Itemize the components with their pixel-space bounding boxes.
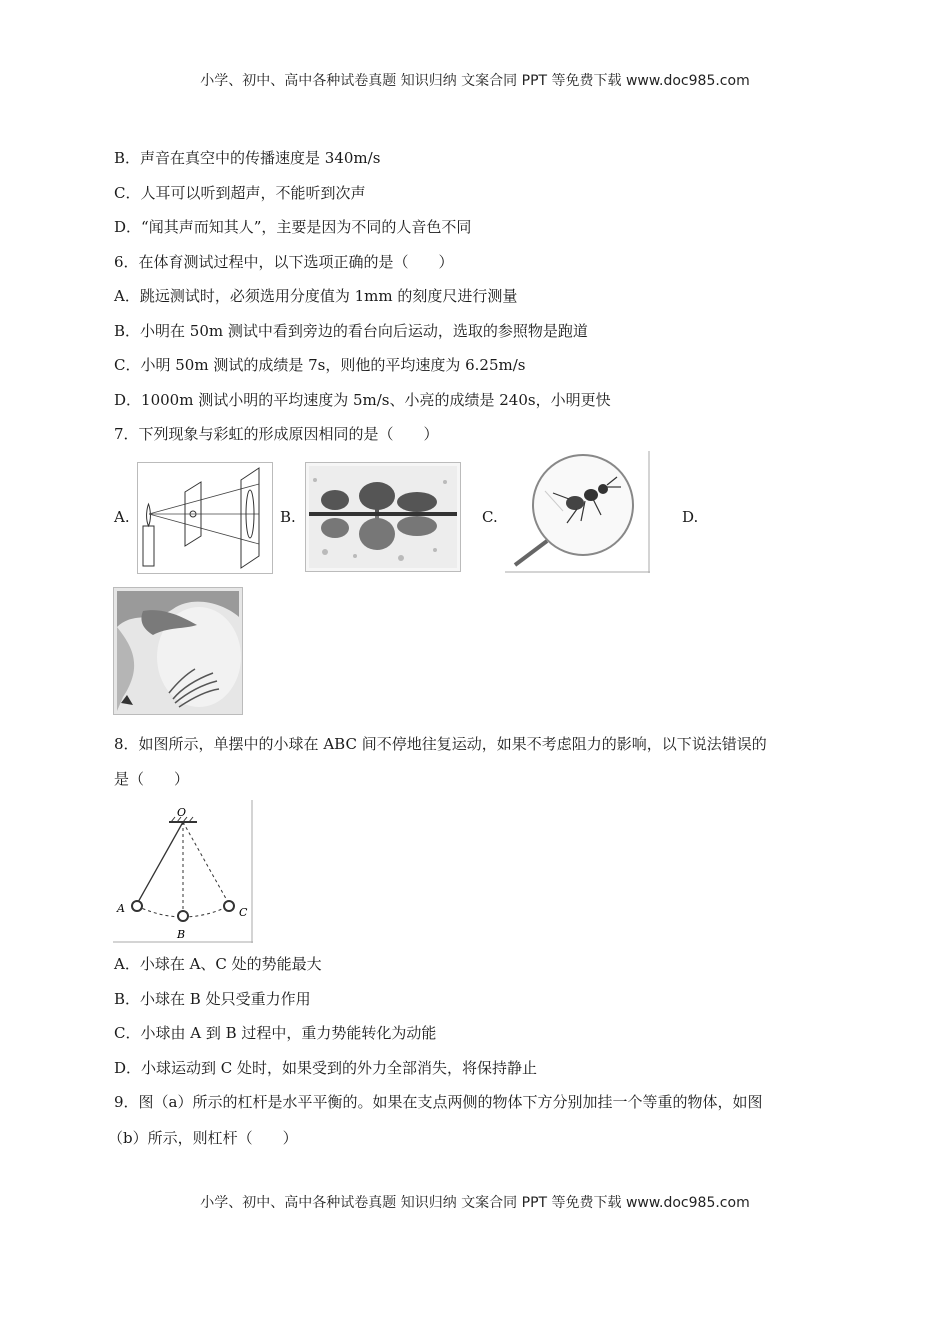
pendulum-label-b: B bbox=[177, 928, 186, 941]
q5-option-d: D．“闻其声而知其人”，主要是因为不同的人音色不同 bbox=[114, 218, 472, 236]
q7-label-d: D. bbox=[682, 508, 699, 526]
q8-stem-line2: 是（ ） bbox=[114, 770, 190, 788]
q7-label-a: A. bbox=[114, 508, 130, 526]
q8-option-d: D．小球运动到 C 处时，如果受到的外力全部消失，将保持静止 bbox=[114, 1059, 538, 1077]
q6-option-a: A．跳远测试时，必须选用分度值为 1mm 的刻度尺进行测量 bbox=[114, 287, 518, 305]
q7-label-c: C. bbox=[482, 508, 498, 526]
pendulum-label-a: A bbox=[117, 902, 125, 915]
q6-option-c: C．小明 50m 测试的成绩是 7s，则他的平均速度为 6.25m/s bbox=[114, 356, 526, 374]
q5-option-c: C．人耳可以听到超声，不能听到次声 bbox=[114, 184, 366, 202]
q5-option-b: B．声音在真空中的传播速度是 340m/s bbox=[114, 149, 381, 167]
q6-option-d: D．1000m 测试小明的平均速度为 5m/s、小亮的成绩是 240s，小明更快 bbox=[114, 391, 611, 409]
q7-stem: 7．下列现象与彩虹的形成原因相同的是（ ） bbox=[114, 425, 439, 443]
page-header: 小学、初中、高中各种试卷真题 知识归纳 文案合同 PPT 等免费下载 www.doc985.com bbox=[200, 73, 750, 89]
page-footer: 小学、初中、高中各种试卷真题 知识归纳 文案合同 PPT 等免费下载 www.doc985.com bbox=[200, 1195, 750, 1211]
q8-option-a: A．小球在 A、C 处的势能最大 bbox=[114, 955, 322, 973]
q9-stem-line2: （b）所示，则杠杆（ ） bbox=[108, 1129, 298, 1147]
q8-pendulum-figure bbox=[113, 800, 253, 943]
q7-figure-d-hand-shadow bbox=[113, 587, 243, 715]
q6-option-b: B．小明在 50m 测试中看到旁边的看台向后运动，选取的参照物是跑道 bbox=[114, 322, 588, 340]
pendulum-label-c: C bbox=[239, 906, 248, 919]
q7-figure-b-tree-reflection bbox=[305, 462, 461, 572]
pendulum-label-o: O bbox=[177, 806, 187, 819]
q8-option-c: C．小球由 A 到 B 过程中，重力势能转化为动能 bbox=[114, 1024, 437, 1042]
q8-stem-line1: 8．如图所示，单摆中的小球在 ABC 间不停地往复运动，如果不考虑阻力的影响，以下说法错误的 bbox=[114, 735, 767, 753]
q7-figure-a-candle-lens bbox=[137, 462, 273, 574]
q8-option-b: B．小球在 B 处只受重力作用 bbox=[114, 990, 311, 1008]
q9-stem-line1: 9．图（a）所示的杠杆是水平平衡的。如果在支点两侧的物体下方分别加挂一个等重的物体，如图 bbox=[114, 1093, 763, 1111]
q7-figure-c-magnifier-ant bbox=[505, 451, 650, 573]
q6-stem: 6．在体育测试过程中，以下选项正确的是（ ） bbox=[114, 253, 454, 271]
q7-label-b: B. bbox=[280, 508, 296, 526]
